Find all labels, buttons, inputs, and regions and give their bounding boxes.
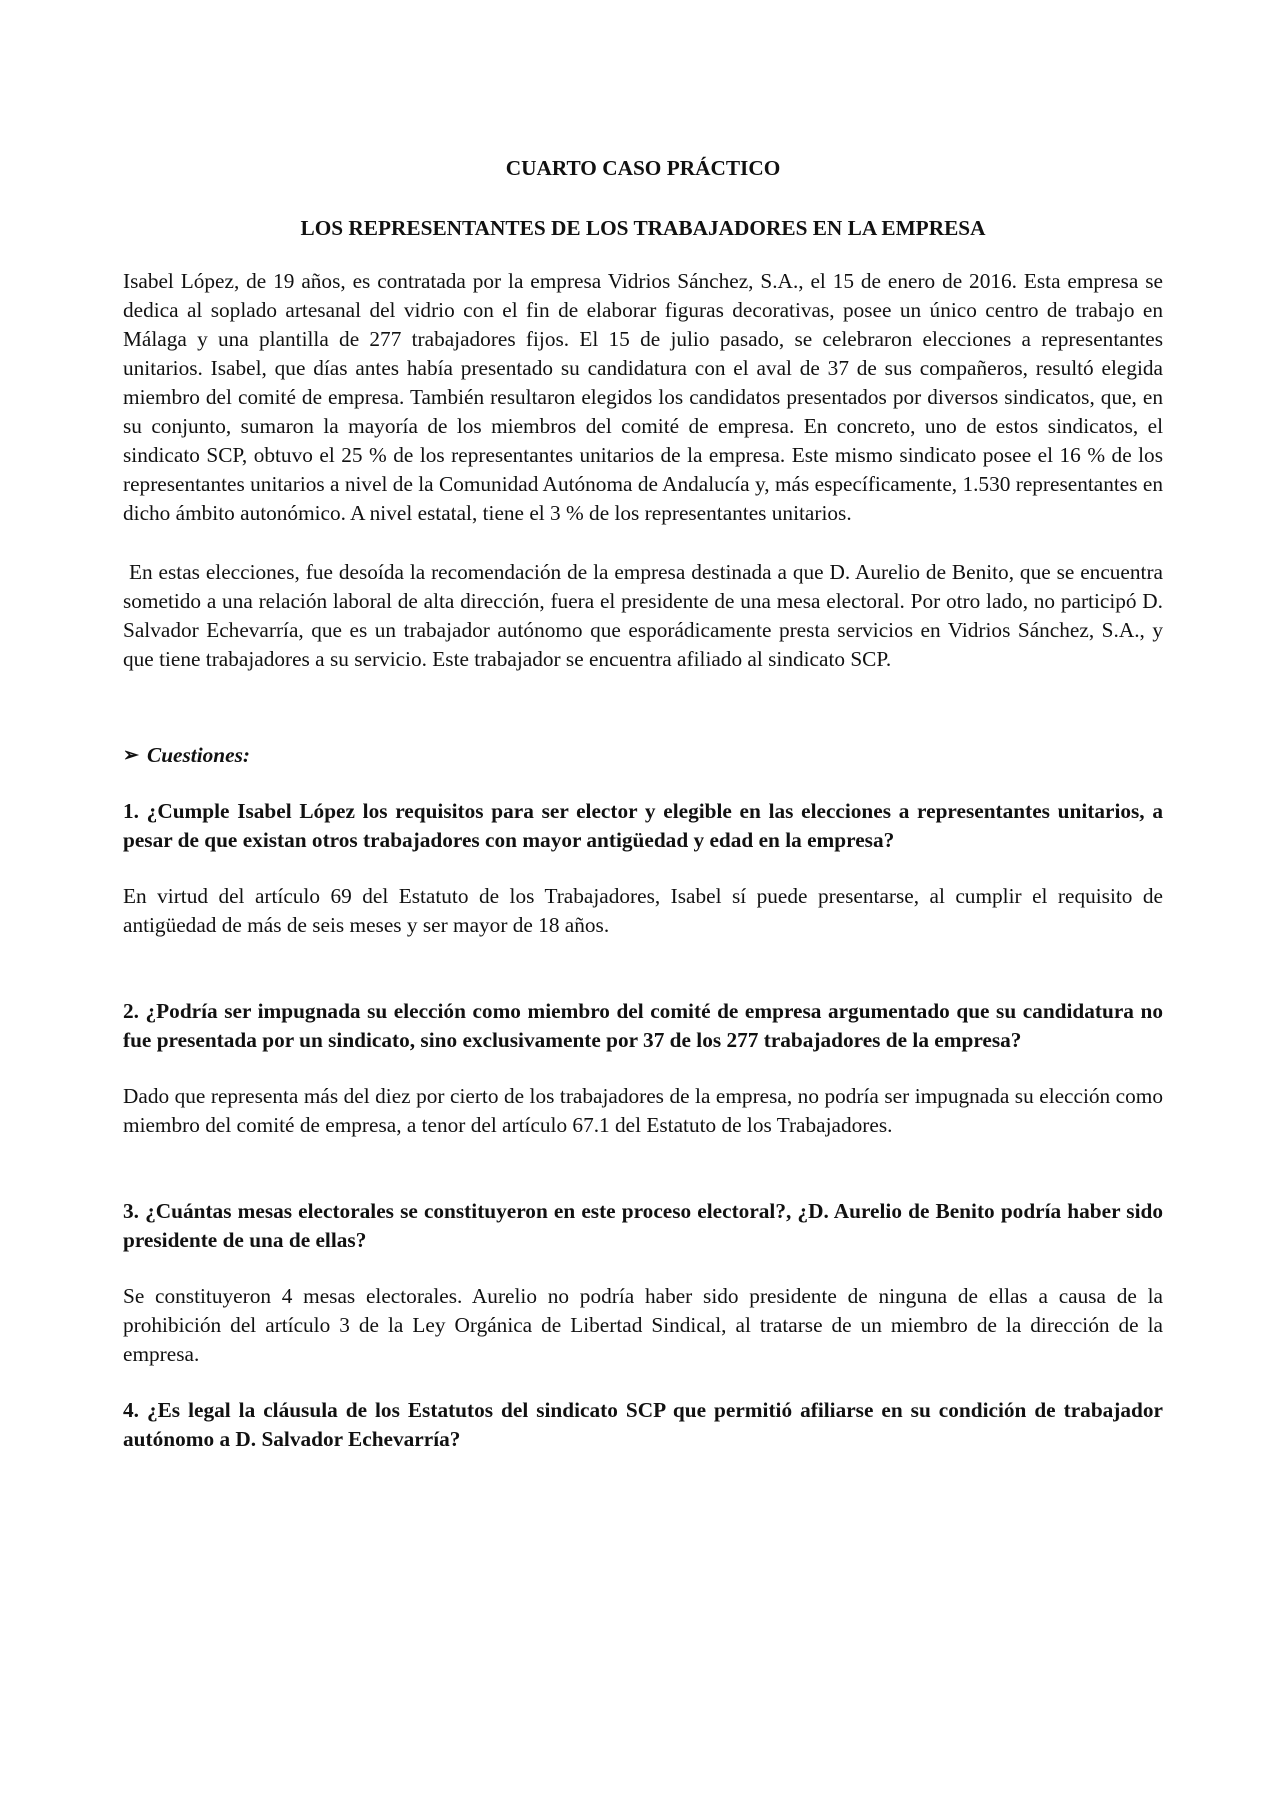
question-4: 4. ¿Es legal la cláusula de los Estatutos del sindicato SCP que permitió afiliarse en su condición de trabajador autónomo a D. Salvador Echevarría? (123, 1398, 1163, 1451)
answer-2: Dado que representa más del diez por cierto de los trabajadores de la empresa, no podría ser impugnada su elección como miembro del comité de empresa, a tenor del artículo 67.1 del Estatuto de los Trabajadores. (123, 1084, 1163, 1137)
question-3: 3. ¿Cuántas mesas electorales se constituyeron en este proceso electoral?, ¿D. Aurelio de Benito podría haber sido presidente de una de ellas? (123, 1199, 1163, 1252)
document-title: CUARTO CASO PRÁCTICO (505, 156, 781, 180)
question-2: 2. ¿Podría ser impugnada su elección como miembro del comité de empresa argumentado que su candidatura no fue presentada por un sindicato, sino exclusivamente por 37 de los 277 trabajadores de la empresa? (123, 999, 1163, 1052)
answer-3: Se constituyeron 4 mesas electorales. Aurelio no podría haber sido presidente de ninguna de ellas a causa de la prohibición del artículo 3 de la Ley Orgánica de Libertad Sindical, al tratarse de un miembro de la dirección de la empresa. (123, 1284, 1163, 1366)
arrow-bullet-icon: ➢ (123, 745, 139, 766)
answer-1: En virtud del artículo 69 del Estatuto de los Trabajadores, Isabel sí puede presentarse, al cumplir el requisito de antigüedad de más de seis meses y ser mayor de 18 años. (123, 884, 1163, 937)
cuestiones-label: Cuestiones: (147, 743, 250, 767)
context-paragraph: En estas elecciones, fue desoída la recomendación de la empresa destinada a que D. Aurelio de Benito, que se encuentra sometido a una relación laboral de alta dirección, fuera el presidente de una mesa electoral. Por otro lado, no participó D. Salvador Echevarría, que es un trabajador autónomo que esporádicamente presta servicios en Vidrios Sánchez, S.A., y que tiene trabajadores a su servicio. Este trabajador se encuentra afiliado al sindicato SCP. (123, 560, 1163, 671)
document-page (123, 128, 1163, 1454)
document-subtitle: LOS REPRESENTANTES DE LOS TRABAJADORES EN LA EMPRESA (300, 216, 986, 240)
intro-paragraph: Isabel López, de 19 años, es contratada por la empresa Vidrios Sánchez, S.A., el 15 de enero de 2016. Esta empresa se dedica al soplado artesanal del vidrio con el fin de elaborar figuras decorativas, posee un único centro de trabajo en Málaga y una plantilla de 277 trabajadores fijos. El 15 de julio pasado, se celebraron elecciones a representantes unitarios. Isabel, que días antes había presentado su candidatura con el aval de 37 de sus compañeros, resultó elegida miembro del comité de empresa. También resultaron elegidos los candidatos presentados por diversos sindicatos, que, en su conjunto, sumaron la mayoría de los miembros del comité de empresa. En concreto, uno de estos sindicatos, el sindicato SCP, obtuvo el 25 % de los representantes unitarios de la empresa. Este mismo sindicato posee el 16 % de los representantes unitarios a nivel de la Comunidad Autónoma de Andalucía y, más específicamente, 1.530 representantes en dicho ámbito autonómico. A nivel estatal, tiene el 3 % de los representantes unitarios. (123, 269, 1163, 525)
question-1: 1. ¿Cumple Isabel López los requisitos para ser elector y elegible en las elecciones a representantes unitarios, a pesar de que existan otros trabajadores con mayor antigüedad y edad en la empresa? (123, 799, 1163, 852)
cuestiones-heading (123, 741, 1163, 770)
